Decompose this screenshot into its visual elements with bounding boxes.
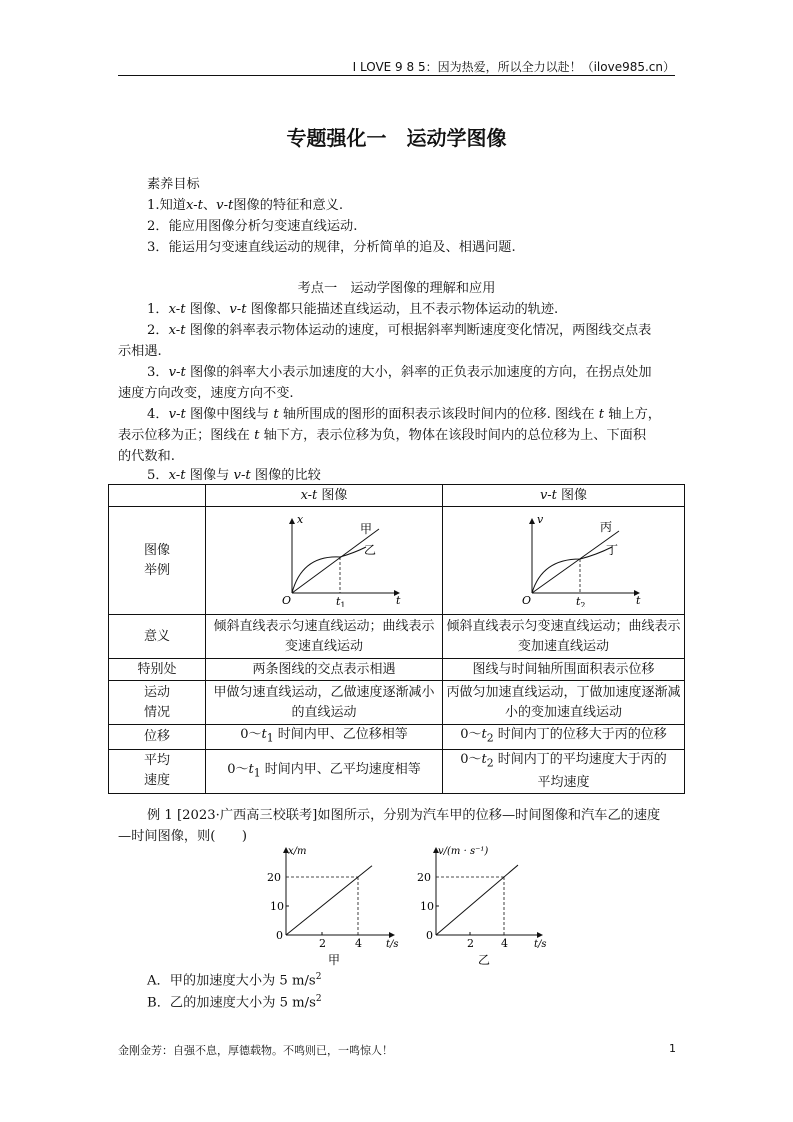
example-figure-b <box>412 842 552 971</box>
curve-yi <box>292 547 366 593</box>
table-row-example <box>109 507 685 615</box>
option-a: A．甲的加速度大小为 5 $m/s^2$ <box>147 972 322 989</box>
figure-caption: 甲 <box>328 953 341 967</box>
table-row-avg-velocity <box>109 749 685 794</box>
x-tick-2: 2 <box>467 937 474 950</box>
series-line <box>286 866 372 935</box>
y-tick-0: 0 <box>426 929 433 942</box>
table-corner-cell <box>109 485 206 507</box>
paragraph-3-cont: 速度方向改变，速度方向不变. <box>118 386 294 401</box>
paragraph-2: 2．x-t 图像的斜率表示物体运动的速度，可根据斜率判断速度变化情况，两图线交点表 <box>147 323 652 338</box>
tick-t1: $t_1$ <box>336 595 346 607</box>
cell-avg-velocity-xt: $0\sim t_1$ 时间内甲、乙平均速度相等 <box>206 749 443 794</box>
paragraph-1: 1．x-t 图像、v-t 图像都只能描述直线运动，且不表示物体运动的轨迹. <box>147 302 559 317</box>
origin-label: O <box>282 594 292 607</box>
header-vt: v-t 图像 <box>443 485 685 507</box>
cell-vt-figure <box>443 507 685 615</box>
cell-motion-vt: 丙做匀加速直线运动，丁做加速度逐渐减小的变加速直线运动 <box>443 681 685 725</box>
option-b: B．乙的加速度大小为 5 $m/s^2$ <box>147 994 322 1011</box>
label-yi: 乙 <box>364 543 377 557</box>
figure-caption: 乙 <box>478 953 491 967</box>
paragraph-5: 5．x-t 图像与 v-t 图像的比较 <box>147 468 321 483</box>
y-tick-20: 20 <box>267 871 281 884</box>
row-label-displacement: 位移 <box>109 725 206 750</box>
origin-label: O <box>521 594 531 607</box>
header-xt: x-t 图像 <box>206 485 443 507</box>
x-axis-label: t/s <box>386 939 399 950</box>
goal-item-3: 3．能运用匀变速直线运动的规律，分析简单的追及、相遇问题. <box>147 240 516 255</box>
paragraph-4-cont: 表示位移为正；图线在 t 轴下方，表示位移为负，物体在该段时间内的总位移为上、下面积 <box>118 428 647 443</box>
axis-label-v: v <box>536 513 543 526</box>
tick-t2: $t_2$ <box>575 595 586 607</box>
cell-displacement-vt: $0\sim t_2$ 时间内丁的位移大于丙的位移 <box>443 725 685 750</box>
y-tick-20: 20 <box>417 871 431 884</box>
header-divider <box>118 75 675 76</box>
table-row-meaning <box>109 615 685 659</box>
cell-special-xt: 两条图线的交点表示相遇 <box>206 659 443 681</box>
goal-item-2: 2．能应用图像分析匀变速直线运动. <box>147 219 358 234</box>
cell-displacement-xt: $0\sim t_1$ 时间内甲、乙位移相等 <box>206 725 443 750</box>
row-label-example: 图像 举例 <box>109 507 206 615</box>
label-bing: 丙 <box>599 520 612 534</box>
example-1-stem-cont: —时间图像，则( ) <box>118 829 247 844</box>
cell-meaning-xt: 倾斜直线表示匀速直线运动；曲线表示变速直线运动 <box>206 615 443 659</box>
y-axis-label: v/(m · s⁻¹) <box>438 846 489 857</box>
label-jia: 甲 <box>360 522 373 536</box>
graph-jia <box>266 842 406 967</box>
vt-example-graph <box>464 507 664 607</box>
cell-motion-xt: 甲做匀速直线运动，乙做速度逐渐减小的直线运动 <box>206 681 443 725</box>
y-tick-0: 0 <box>276 929 283 942</box>
y-axis-label: x/m <box>288 846 307 857</box>
line-jia <box>292 529 379 593</box>
section-heading: 考点一 运动学图像的理解和应用 <box>297 281 496 296</box>
graph-yi <box>412 842 552 967</box>
cell-special-vt: 图线与时间轴所围面积表示位移 <box>443 659 685 681</box>
table-row-special <box>109 659 685 681</box>
page-title: 专题强化一 运动学图像 <box>286 126 507 150</box>
axis-label-x: x <box>297 513 304 526</box>
footer-motto: 金刚金芳：自强不息，厚德载物。不鸣则已，一鸣惊人！ <box>118 1044 393 1057</box>
row-label-special: 特别处 <box>109 659 206 681</box>
goal-item-1: 1.知道x-t、v-t图像的特征和意义. <box>147 198 344 213</box>
x-tick-2: 2 <box>319 937 326 950</box>
cell-avg-velocity-vt: $0\sim t_2$ 时间内丁的平均速度大于丙的 平均速度 <box>443 749 685 794</box>
paragraph-4-cont2: 的代数和. <box>118 449 175 464</box>
axis-label-t: t <box>396 594 401 607</box>
x-tick-4: 4 <box>355 937 362 950</box>
cell-meaning-vt: 倾斜直线表示匀变速直线运动；曲线表示变加速直线运动 <box>443 615 685 659</box>
cell-xt-figure <box>206 507 443 615</box>
y-tick-10: 10 <box>270 900 284 913</box>
axis-label-t: t <box>635 594 640 607</box>
page-header: I LOVE 9 8 5：因为热爱，所以全力以赴！（ilove985.cn） <box>352 60 675 74</box>
y-tick-10: 10 <box>420 900 434 913</box>
xt-example-graph <box>224 507 424 607</box>
goals-heading: 素养目标 <box>147 177 200 192</box>
paragraph-3: 3．v-t 图像的斜率大小表示加速度的大小，斜率的正负表示加速度的方向，在拐点处加 <box>147 365 652 380</box>
paragraph-2-cont: 示相遇. <box>118 344 162 359</box>
table-row-motion <box>109 681 685 725</box>
curve-ding <box>532 547 612 593</box>
row-label-meaning: 意义 <box>109 615 206 659</box>
comparison-table <box>108 484 685 794</box>
row-label-motion: 运动 情况 <box>109 681 206 725</box>
series-line <box>436 865 518 935</box>
x-axis-label: t/s <box>534 939 547 950</box>
paragraph-4: 4．v-t 图像中图线与 t 轴所围成的图形的面积表示该段时间内的位移. 图线在 t 轴上方， <box>147 407 661 422</box>
page-number: 1 <box>669 1042 676 1055</box>
line-bing <box>532 531 619 593</box>
row-label-avg-velocity: 平均 速度 <box>109 749 206 794</box>
table-row-displacement <box>109 725 685 750</box>
table-header-row <box>109 485 685 507</box>
label-ding: 丁 <box>605 543 618 557</box>
x-tick-4: 4 <box>501 937 508 950</box>
example-1-stem: 例 1 [2023·广西高三校联考]如图所示，分别为汽车甲的位移—时间图像和汽车乙的速度 <box>147 808 661 823</box>
example-figure-a <box>266 842 406 971</box>
